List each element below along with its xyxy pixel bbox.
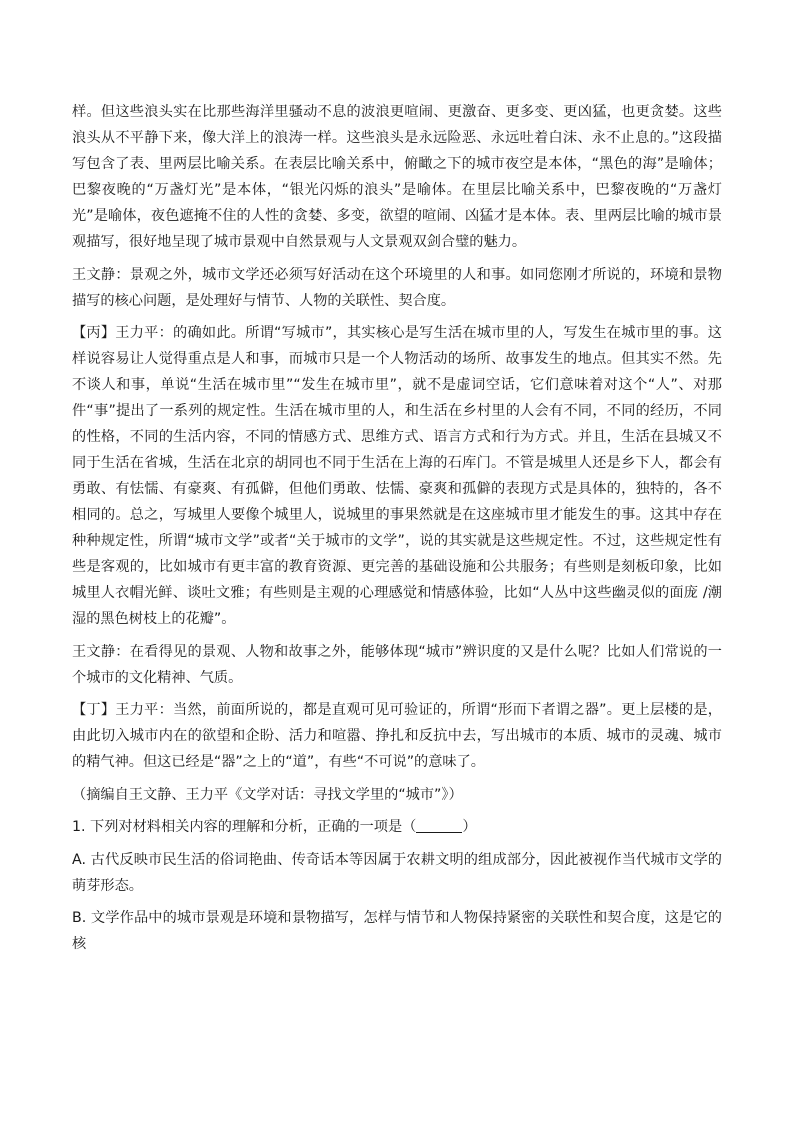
answer-blank [416, 818, 462, 833]
paragraph-wang-wenjing-1: 王文静：景观之外，城市文学还必须写好活动在这个环境里的人和事。如同您刚才所说的，环境和景物描写的核心问题，是处理好与情节、人物的关联性、契合度。 [72, 266, 722, 309]
source-citation: （摘编自王文静、王力平《文学对话：寻找文学里的“城市”》） [72, 786, 463, 803]
paragraph-wang-wenjing-2: 王文静：在看得见的景观、人物和故事之外，能够体现“城市”辨识度的又是什么呢？比如人们常说的一个城市的文化精神、气质。 [72, 643, 722, 686]
question-stem-text: 1. 下列对材料相关内容的理解和分析，正确的一项是（ [72, 819, 417, 835]
option-b: B. 文学作品中的城市景观是环境和景物描写，怎样与情节和人物保持紧密的关联性和契合度，这是它的核 [72, 910, 722, 952]
paragraph-bing-wang-liping: 【丙】王力平：的确如此。所谓“写城市”，其实核心是写生活在城市里的人，写发生在城市里的事。这样说容易让人觉得重点是人和事，而城市只是一个人物活动的场所、故事发生的地点。但其实不然。先不谈人和事，单说“生活在城市里”“发生在城市里”，就不是虚词空话，它们意味着对这个“人”、对那件“事”提出了一系列的规定性。生活在城市里的人，和生活在乡村里的人会有不同，不同的经历，不同的性格，不同的生活内容，不同的情感方式、思维方式、语言方式和行为方式。并且，生活在县城又不同于生活在省城，生活在北京的胡同也不同于生活在上海的石库门。不管是城里人还是乡下人，都会有勇敢、有怯懦、有豪爽、有孤僻，但他们勇敢、怯懦、豪爽和孤僻的表现方式是具体的，独特的，各不相同的。总之，写城里人要像个城里人，说城里的事果然就是在这座城市里才能发生的事。这其中存在种种规定性，所谓“城市文学”或者“关于城市的文学”，说的其实就是这些规定性。不过，这些规定性有些是客观的，比如城市有更丰富的教育资源、更完善的基础设施和公共服务；有些则是刻板印象，比如城里人衣帽光鲜、谈吐文雅；有些则是主观的心理感觉和情感体验，比如“人丛中这些幽灵似的面庞 /潮湿的黑色树枝上的花瓣”。 [72, 325, 722, 627]
paragraph-metaphor-analysis: 样。但这些浪头实在比那些海洋里骚动不息的波浪更喧闹、更激奋、更多变、更凶猛，也更贪婪。这些浪头从不平静下来，像大洋上的浪涛一样。这些浪头是永远险恶、永远吐着白沫、永不止息的。”这段描写包含了表、里两层比喻关系。在表层比喻关系中，俯瞰之下的城市夜空是本体，“黑色的海”是喻体；巴黎夜晚的“万盏灯光”是本体，“银光闪烁的浪头”是喻体。在里层比喻关系中，巴黎夜晚的“万盏灯光”是喻体，夜色遮掩不住的人性的贪婪、多变，欲望的喧闹、凶猛才是本体。表、里两层比喻的城市景观描写，很好地呈现了城市景观中自然景观与人文景观双剑合璧的魅力。 [72, 104, 722, 250]
question-stem-end: ） [462, 819, 477, 835]
paragraph-ding-wang-liping: 【丁】王力平：当然，前面所说的，都是直观可见可验证的，所谓“形而下者谓之器”。更上层楼的是，由此切入城市内在的欲望和企盼、活力和喧嚣、挣扎和反抗中去，写出城市的本质、城市的灵魂、城市的精气神。但这已经是“器”之上的“道”，有些“不可说”的意味了。 [72, 702, 722, 770]
option-a: A. 古代反映市民生活的俗词艳曲、传奇话本等因属于农耕文明的组成部分，因此被视作当代城市文学的萌芽形态。 [72, 851, 722, 894]
question-stem [72, 814, 722, 840]
document-body [72, 99, 722, 964]
